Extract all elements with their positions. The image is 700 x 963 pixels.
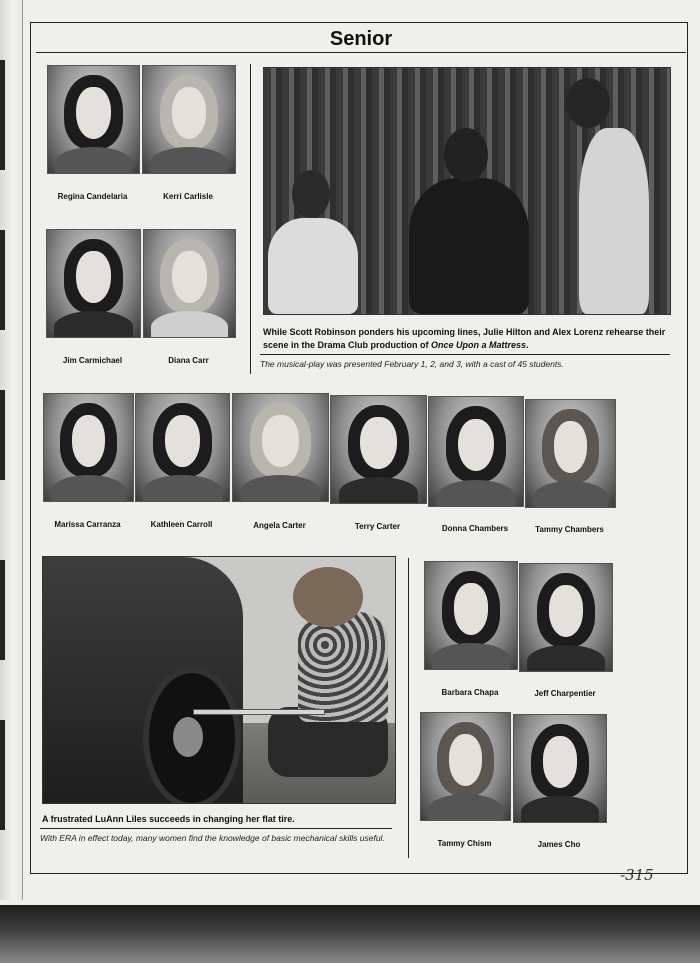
portrait-jim-carmichael (46, 229, 141, 338)
portrait-jeff-charpentier (519, 563, 613, 672)
portrait-donna-chambers (428, 396, 524, 507)
portrait-tammy-chism (420, 712, 511, 821)
portrait-name: Terry Carter (354, 522, 401, 531)
portrait-name: Diana Carr (168, 356, 209, 365)
portrait-name: Tammy Chism (437, 839, 492, 848)
page-binding-edge (0, 0, 23, 900)
book-cover-edge (0, 905, 700, 963)
portrait-barbara-chapa (424, 561, 518, 670)
drama-club-photo (263, 67, 671, 315)
page-number: -315 (620, 866, 654, 884)
caption-rule (260, 354, 670, 355)
portrait-name: Tammy Chambers (535, 525, 604, 534)
portrait-name: Kerri Carlisle (163, 192, 213, 201)
portrait-angela-carter (232, 393, 329, 502)
portrait-name: Angela Carter (253, 521, 306, 530)
drama-club-subcaption: The musical-play was presented February 1, 2, and 3, with a cast of 45 students. (260, 359, 564, 369)
flat-tire-photo (42, 556, 396, 804)
portrait-kathleen-carroll (135, 393, 230, 502)
portrait-james-cho (513, 714, 607, 823)
column-divider (250, 64, 251, 374)
portrait-name: Jeff Charpentier (534, 689, 596, 698)
portrait-tammy-chambers (525, 399, 616, 508)
column-divider (408, 558, 409, 858)
portrait-name: Regina Candelaria (57, 192, 128, 201)
portrait-regina-candelaria (47, 65, 140, 174)
portrait-diana-carr (143, 229, 236, 338)
flat-tire-subcaption: With ERA in effect today, many women find the knowledge of basic mechanical skills useful. (40, 833, 385, 843)
portrait-marissa-carranza (43, 393, 134, 502)
portrait-kerri-carlisle (142, 65, 236, 174)
caption-rule (40, 828, 392, 829)
drama-club-caption: While Scott Robinson ponders his upcoming lines, Julie Hilton and Alex Lorenz rehearse their scene in the Drama Club production of Once Upon a Mattress. (263, 327, 666, 350)
flat-tire-caption: A frustrated LuAnn Liles succeeds in changing her flat tire. (42, 814, 295, 824)
portrait-name: Marissa Carranza (54, 520, 121, 529)
portrait-name: Kathleen Carroll (150, 520, 213, 529)
page-header (36, 26, 686, 53)
portrait-name: Barbara Chapa (441, 688, 499, 697)
portrait-terry-carter (330, 395, 427, 504)
portrait-name: Donna Chambers (441, 524, 509, 533)
page-title: Senior (329, 28, 393, 50)
portrait-name: Jim Carmichael (62, 356, 123, 365)
portrait-name: James Cho (537, 840, 581, 849)
